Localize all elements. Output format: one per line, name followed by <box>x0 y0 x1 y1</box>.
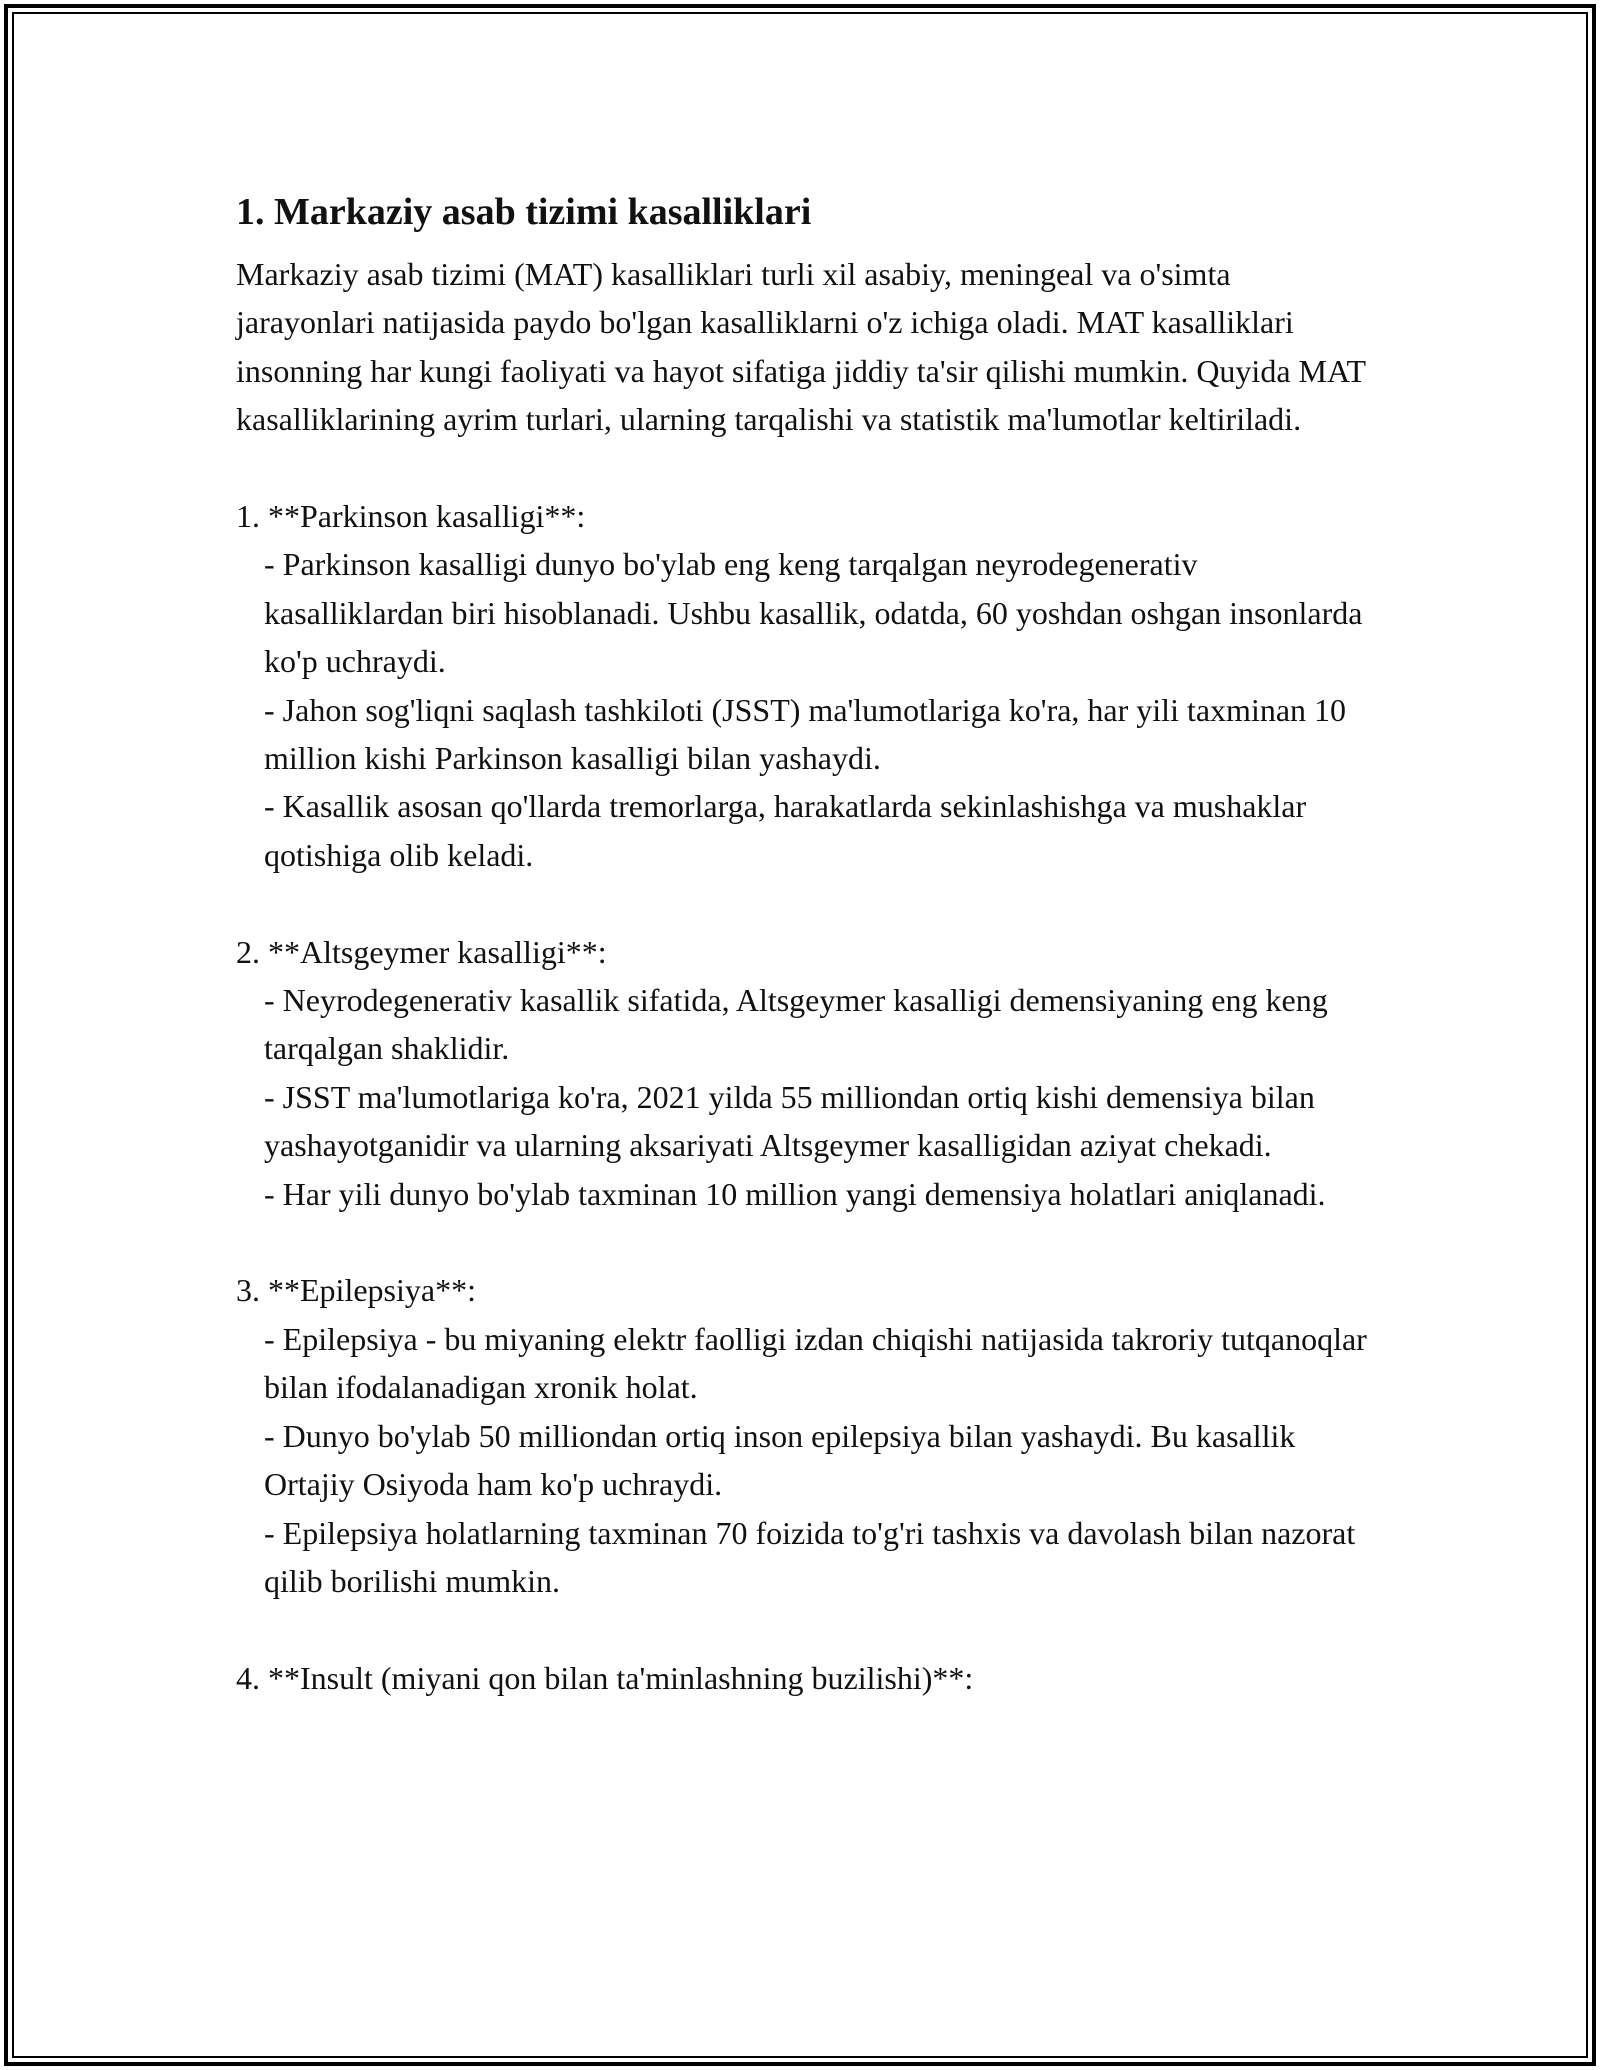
section-spacer <box>236 1218 1376 1266</box>
list-item: - Dunyo bo'ylab 50 milliondan ortiq inson epilepsiya bilan yashaydi. Bu kasallik Ortajiy Osiyoda ham ko'p uchraydi. <box>264 1417 1296 1503</box>
list-item: - Har yili dunyo bo'ylab taxminan 10 million yangi demensiya holatlari aniqlanadi. <box>264 1175 1326 1212</box>
list-item: - Jahon sog'liqni saqlash tashkiloti (JSST) ma'lumotlariga ko'ra, har yili taxminan 10 million kishi Parkinson kasalligi bilan yashaydi. <box>264 691 1347 777</box>
intro-paragraph: Markaziy asab tizimi (MAT) kasalliklari turli xil asabiy, meningeal va o'simta jarayonlari natijasida paydo bo'lgan kasalliklarni o'z ichiga oladi. MAT kasalliklari insonning har kungi faoliyati va hayot sifatiga jiddiy ta'sir qilishi mumkin. Quyida MAT kasalliklarining ayrim turlari, ularning tarqalishi va statistik ma'lumotlar keltiriladi. <box>236 256 1366 438</box>
section-epilepsy <box>236 1266 1376 1605</box>
section-spacer <box>236 444 1376 492</box>
list-item: - Neyrodegenerativ kasallik sifatida, Altsgeymer kasalligi demensiyaning eng keng tarqalgan shaklidir. <box>264 982 1328 1067</box>
section-heading: 2. **Altsgeymer kasalligi**: <box>236 933 607 970</box>
section-heading: 1. **Parkinson kasalligi**: <box>236 498 586 535</box>
document-title: 1. Markaziy asab tizimi kasalliklari <box>236 191 812 233</box>
document-body <box>236 186 1376 1702</box>
section-heading: 4. **Insult (miyani qon bilan ta'minlashning buzilishi)**: <box>236 1659 974 1696</box>
list-item: - Epilepsiya holatlarning taxminan 70 foizida to'g'ri tashxis va davolash bilan nazorat qilib borilishi mumkin. <box>264 1514 1356 1599</box>
list-item: - Epilepsiya - bu miyaning elektr faolligi izdan chiqishi natijasida takroriy tutqanoqlar bilan ifodalanadigan xronik holat. <box>264 1320 1367 1406</box>
list-item: - Parkinson kasalligi dunyo bo'ylab eng keng tarqalgan neyrodegenerativ kasalliklardan biri hisoblanadi. Ushbu kasallik, odatda, 60 yoshdan oshgan insonlarda ko'p uchraydi. <box>264 546 1363 680</box>
section-alzheimer <box>236 928 1376 1218</box>
section-parkinson <box>236 492 1376 879</box>
section-stroke <box>236 1654 1376 1702</box>
section-heading: 3. **Epilepsiya**: <box>236 1272 476 1309</box>
section-spacer <box>236 879 1376 927</box>
section-spacer <box>236 1605 1376 1653</box>
list-item: - JSST ma'lumotlariga ko'ra, 2021 yilda 55 milliondan ortiq kishi demensiya bilan yashayotganidir va ularning aksariyati Altsgeymer kasalligidan aziyat chekadi. <box>264 1078 1315 1164</box>
list-item: - Kasallik asosan qo'llarda tremorlarga, harakatlarda sekinlashishga va mushaklar qotishiga olib keladi. <box>264 788 1307 873</box>
